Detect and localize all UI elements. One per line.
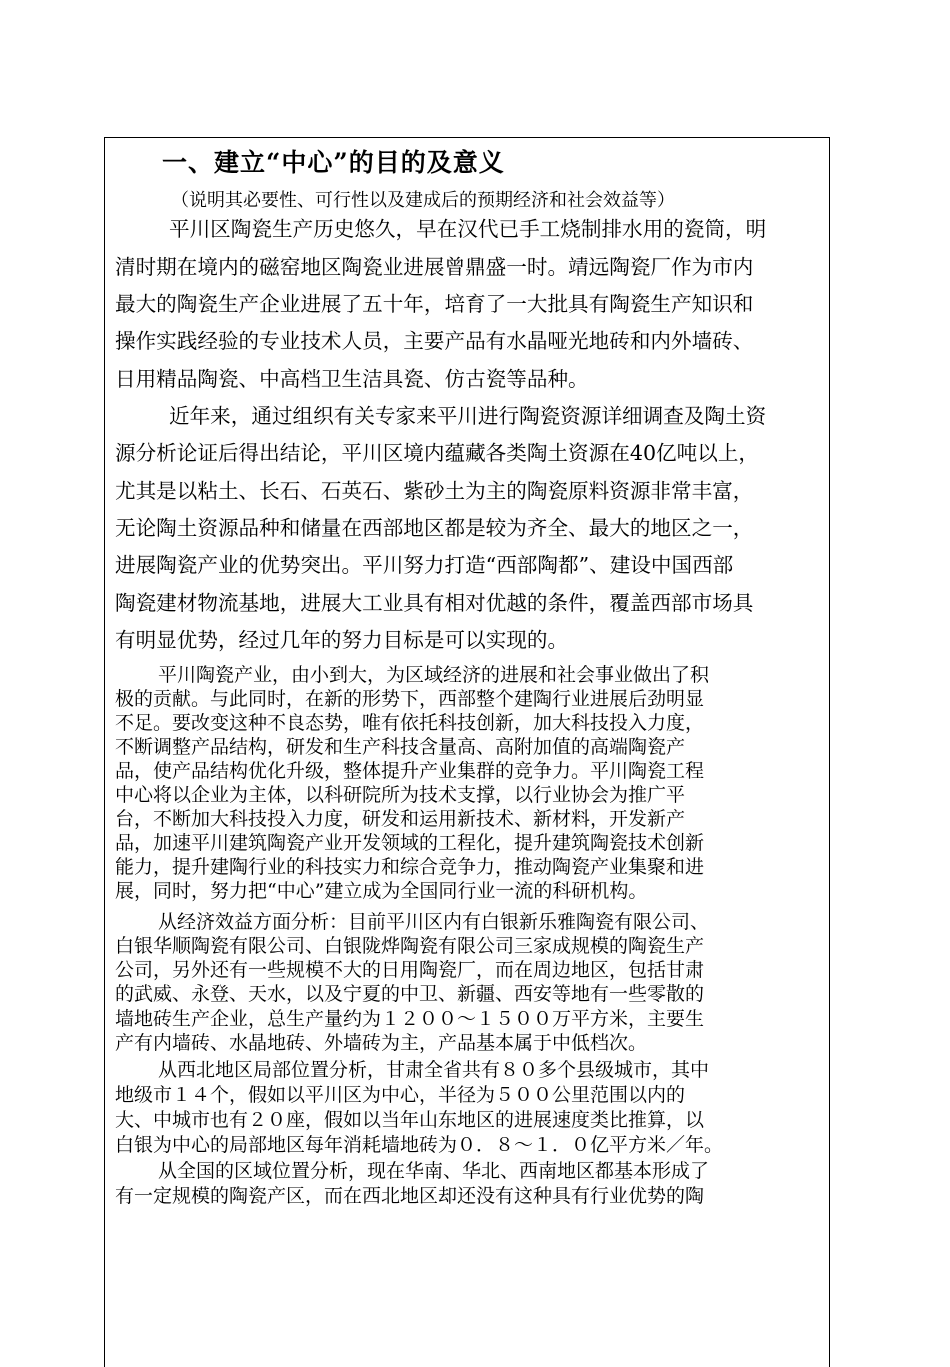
text-line: 不足。要改变这种不良态势，唯有依托科技创新，加大科技投入力度， <box>115 712 705 734</box>
text-line: 极的贡献。与此同时，在新的形势下，西部整个建陶行业进展后劲明显 <box>115 688 705 710</box>
text-line: 陶瓷建材物流基地，进展大工业具有相对优越的条件，覆盖西部市场具 <box>115 591 754 615</box>
text-line: 地级市１４个，假如以平川区为中心，半径为５００公里范围以内的 <box>115 1084 686 1106</box>
section-instruction: （说明其必要性、可行性以及建成后的预期经济和社会效益等） <box>171 190 675 211</box>
text-line: 中心将以企业为主体，以科研院所为技术支撑，以行业协会为推广平 <box>115 784 686 806</box>
text-line: 不断调整产品结构，研发和生产科技含量高、高附加值的高端陶瓷产 <box>115 736 686 758</box>
text-line: 台，不断加大科技投入力度，研发和运用新技术、新材料，开发新产 <box>115 808 686 830</box>
text-line: 白银华顺陶瓷有限公司、白银陇烨陶瓷有限公司三家成规模的陶瓷生产 <box>115 935 705 957</box>
text-line: 墙地砖生产企业，总生产量约为１２００～１５００万平方米，主要生 <box>115 1008 705 1030</box>
text-line: 白银为中心的局部地区每年消耗墙地砖为０．８～１．０亿平方米／年。 <box>115 1134 724 1156</box>
text-line: 有明显优势，经过几年的努力目标是可以实现的。 <box>115 628 569 652</box>
text-line: 平川陶瓷产业，由小到大，为区域经济的进展和社会事业做出了积 <box>158 664 710 686</box>
text-line: 近年来，通过组织有关专家来平川进行陶瓷资源详细调查及陶土资 <box>169 404 767 428</box>
text-line: 从西北地区局部位置分析，甘肃全省共有８０多个县级城市，其中 <box>158 1059 710 1081</box>
text-line: 品，使产品结构优化升级，整体提升产业集群的竞争力。平川陶瓷工程 <box>115 760 705 782</box>
text-line: 尤其是以粘土、长石、石英石、紫砂土为主的陶瓷原料资源非常丰富， <box>115 479 754 503</box>
text-line: 清时期在境内的磁窑地区陶瓷业进展曾鼎盛一时。靖远陶瓷厂作为市内 <box>115 255 754 279</box>
text-line: 展，同时，努力把“中心”建立成为全国同行业一流的科研机构。 <box>115 880 648 902</box>
section-heading: 一、建立“中心”的目的及意义 <box>162 148 505 177</box>
text-line: 从全国的区域位置分析，现在华南、华北、西南地区都基本形成了 <box>158 1160 710 1182</box>
text-line: 平川区陶瓷生产历史悠久，早在汉代已手工烧制排水用的瓷筒，明 <box>169 217 767 241</box>
text-line: 有一定规模的陶瓷产区，而在西北地区却还没有这种具有行业优势的陶 <box>115 1185 705 1207</box>
text-line: 无论陶土资源品种和储量在西部地区都是较为齐全、最大的地区之一， <box>115 516 754 540</box>
text-line: 产有内墙砖、水晶地砖、外墙砖为主，产品基本属于中低档次。 <box>115 1032 648 1054</box>
text-line: 从经济效益方面分析：目前平川区内有白银新乐雅陶瓷有限公司、 <box>158 911 710 933</box>
text-line: 日用精品陶瓷、中高档卫生洁具瓷、仿古瓷等品种。 <box>115 367 589 391</box>
text-line: 进展陶瓷产业的优势突出。平川努力打造“西部陶都”、建设中国西部 <box>115 553 734 577</box>
text-line: 公司，另外还有一些规模不大的日用陶瓷厂，而在周边地区，包括甘肃 <box>115 959 705 981</box>
text-line: 的武威、永登、天水，以及宁夏的中卫、新疆、西安等地有一些零散的 <box>115 983 705 1005</box>
text-line: 能力，提升建陶行业的科技实力和综合竞争力，推动陶瓷产业集聚和进 <box>115 856 705 878</box>
text-line: 最大的陶瓷生产企业进展了五十年，培育了一大批具有陶瓷生产知识和 <box>115 292 754 316</box>
text-line: 操作实践经验的专业技术人员，主要产品有水晶哑光地砖和内外墙砖、 <box>115 329 754 353</box>
text-line: 源分析论证后得出结论，平川区境内蕴藏各类陶土资源在40亿吨以上， <box>115 441 760 465</box>
text-line: 大、中城市也有２０座，假如以当年山东地区的进展速度类比推算，以 <box>115 1109 705 1131</box>
text-line: 品，加速平川建筑陶瓷产业开发领域的工程化，提升建筑陶瓷技术创新 <box>115 832 705 854</box>
